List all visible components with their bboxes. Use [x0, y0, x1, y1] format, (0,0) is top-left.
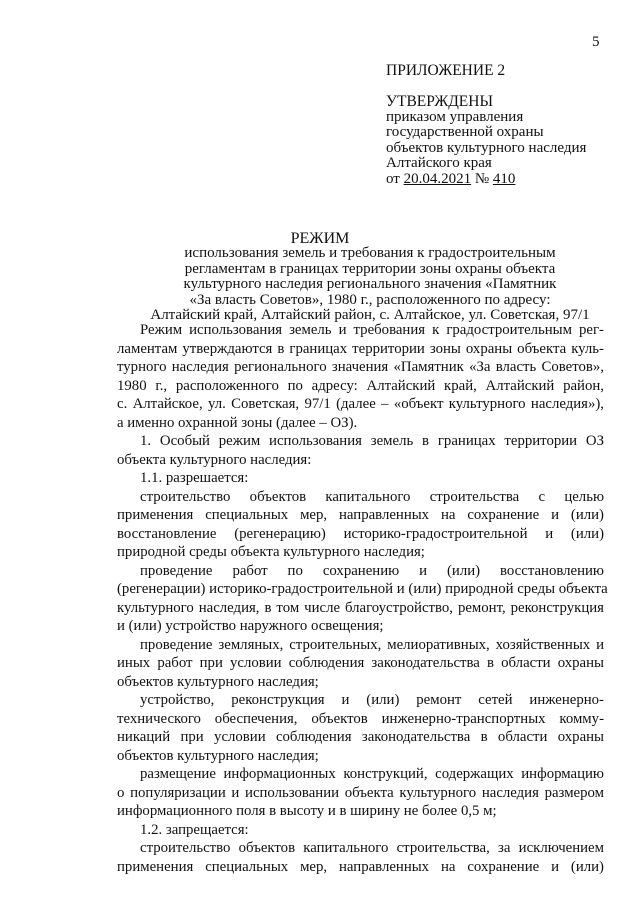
document-subtitle: [110, 246, 630, 324]
body-line: турного наследия регионального значения «Памятник «За власть Советов»,: [117, 359, 604, 375]
body-line: о популяризации и использовании объекта культурного наследия размером: [117, 784, 604, 801]
subtitle-line: «За власть Советов», 1980 г., расположенного по адресу:: [189, 291, 551, 308]
body-line: и (или) устройство наружного освещения;: [117, 618, 384, 634]
number-sign: №: [471, 170, 493, 187]
appendix-label: ПРИЛОЖЕНИЕ 2: [386, 62, 506, 79]
body-line: 1. Особый режим использования земель в границах территории ОЗ: [140, 433, 604, 449]
body-line: применения специальных мер, направленных на сохранение и (или): [117, 858, 604, 875]
date-prefix: от: [386, 170, 404, 187]
body-line: с. Алтайское, ул. Советская, 97/1 (далее – «объект культурного наследия»),: [117, 396, 604, 412]
body-line: проведение работ по сохранению и (или) восстановлению: [140, 562, 604, 579]
approval-number: 410: [492, 170, 516, 187]
body-line: природной среды объекта культурного наследия;: [117, 544, 425, 560]
body-line: устройство, реконструкция и (или) ремонт сетей инженерно-: [140, 692, 604, 708]
body-line: (регенерации) историко-градостроительной и (или) природной среды объекта: [117, 581, 608, 597]
body-line: информационного поля в высоту и в ширину не более 0,5 м;: [117, 803, 497, 819]
body-line: 1.1. разрешается:: [140, 470, 249, 486]
approval-line: объектов культурного наследия: [386, 139, 587, 156]
approval-line: Алтайского края: [386, 155, 492, 171]
body-line: никаций при условии соблюдения законодательства в области охраны: [117, 729, 604, 745]
approval-date: 20.04.2021: [403, 170, 472, 187]
body-line: культурного наследия, в том числе благоустройство, ремонт, реконструкция: [117, 599, 604, 616]
body-line: восстановление (регенерацию) историко-градостроительной и (или): [117, 525, 604, 542]
approval-date-line: [386, 172, 626, 188]
body-line: проведение земляных, строительных, мелиоративных, хозяйственных и: [140, 636, 604, 653]
subtitle-line: культурного наследия регионального значения «Памятник: [183, 276, 557, 292]
approval-title: УТВЕРЖДЕНЫ: [386, 93, 493, 110]
body-line: технического обеспечения, объектов инженерно-транспортных комму-: [117, 710, 604, 727]
body-line: применения специальных мер, направленных на сохранение и (или): [117, 507, 604, 523]
body-line: объектов культурного наследия;: [117, 747, 319, 764]
approval-line: государственной охраны: [386, 124, 544, 140]
subtitle-line: Алтайский край, Алтайский район, с. Алтайское, ул. Советская, 97/1: [150, 307, 590, 323]
document-title: РЕЖИМ: [290, 230, 350, 247]
body-line: 1980 г., расположенного по адресу: Алтайский край, Алтайский район,: [117, 377, 604, 394]
body-line: строительство объектов капитального строительства, за исключением: [140, 840, 604, 856]
body-line: а именно охранной зоны (далее – ОЗ).: [117, 414, 358, 431]
document-body: [117, 321, 608, 876]
approval-line: приказом управления: [386, 108, 524, 125]
body-line: объектов культурного наследия;: [117, 673, 319, 690]
body-line: ламентам утверждаются в границах территории зоны охраны объекта куль-: [117, 340, 604, 357]
body-line: объекта культурного наследия:: [117, 451, 312, 468]
body-line: Режим использования земель и требования к градостроительным рег-: [140, 322, 604, 338]
body-line: строительство объектов капитального строительства с целью: [140, 488, 604, 505]
body-line: размещение информационных конструкций, содержащих информацию: [140, 766, 604, 782]
page-number: 5: [592, 34, 600, 50]
subtitle-line: регламентам в границах территории зоны охраны объекта: [184, 260, 556, 277]
body-line: иных работ при условии соблюдения законодательства в области охраны: [117, 655, 604, 671]
body-line: 1.2. запрещается:: [140, 821, 249, 838]
approval-block: [386, 94, 626, 187]
subtitle-line: использования земель и требования к градостроительным: [184, 245, 556, 261]
